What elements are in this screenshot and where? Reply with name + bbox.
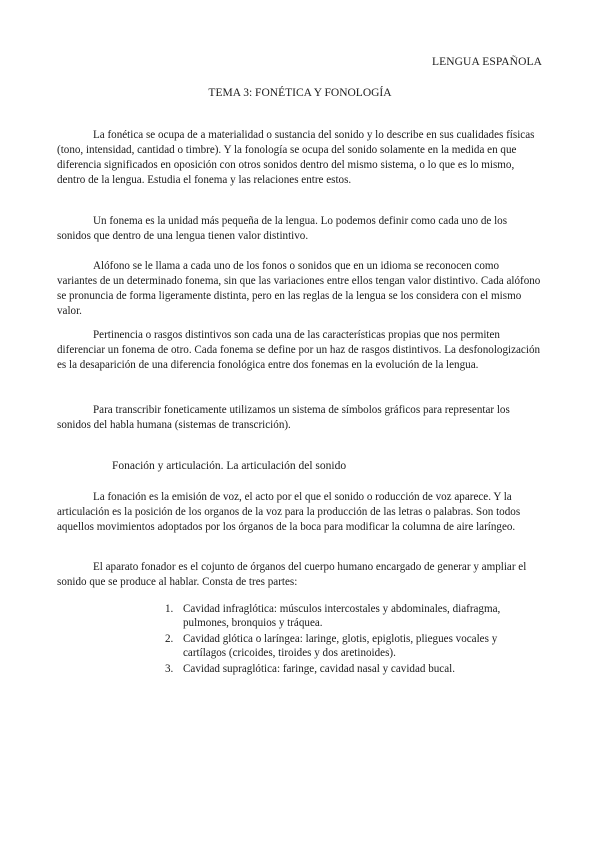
paragraph-text: Para transcribir foneticamente utilizamos un sistema de símbolos gráficos para representar los sonidos del habla humana (sistemas de transcrición). — [57, 404, 510, 431]
paragraph-text: El aparato fonador es el cojunto de órganos del cuerpo humano encargado de generar y ampliar el sonido que se produce al hablar. Consta de tres partes: — [57, 561, 527, 588]
list-item-text: Cavidad glótica o laríngea: laringe, glotis, epiglotis, pliegues vocales y cartílagos (cricoides, tiroides y dos aretinoides). — [183, 633, 498, 659]
document-title: TEMA 3: FONÉTICA Y FONOLOGÍA — [208, 87, 392, 99]
list-number: 2. — [165, 633, 174, 645]
paragraph-text: Un fonema es la unidad más pequeña de la lengua. Lo podemos definir como cada uno de los sonidos que dentro de una lengua tienen valor distintivo. — [57, 215, 508, 242]
paragraph-aparato-fonador — [57, 560, 541, 590]
list-item — [165, 632, 535, 660]
paragraph-text: Pertinencia o rasgos distintivos son cada una de las características propias que nos permiten diferenciar un fonema de otro. Cada fonema se define por un haz de rasgos distintivos. La desfonologización es la desaparición de una diferencia fonológica entre dos fonemas en la evolución de la lengua. — [57, 329, 541, 371]
paragraph-fonetica — [57, 128, 541, 188]
paragraph-fonema — [57, 214, 541, 244]
section-heading: Fonación y articulación. La articulación del sonido — [112, 460, 347, 472]
paragraph-fonacion — [57, 490, 541, 535]
paragraph-transcripcion — [57, 403, 541, 433]
list-number: 3. — [165, 663, 174, 675]
cavidades-list — [165, 602, 535, 678]
list-item — [165, 662, 535, 676]
paragraph-text: La fonética se ocupa de a materialidad o sustancia del sonido y lo describe en sus cualidades físicas (tono, intensidad, cantidad o timbre). Y la fonología se ocupa del sonido solamente en la medida en que diferencia significados en oposición con otros sonidos dentro del mismo sistema, o lo que es lo mismo, dentro de la lengua. Estudia el fonema y las relaciones entre estos. — [57, 129, 535, 186]
paragraph-pertinencia — [57, 328, 541, 373]
list-item — [165, 602, 535, 630]
paragraph-alofono — [57, 259, 541, 319]
paragraph-text: Alófono se le llama a cada uno de los fonos o sonidos que en un idioma se reconocen como variantes de un determinado fonema, sin que las variaciones entre ellos tengan valor distintivo. Cada alófono se pronuncia de forma ligeramente distinta, pero en las reglas de la lengua se los considera con el mismo valor. — [57, 260, 541, 317]
subject-header: LENGUA ESPAÑOLA — [431, 56, 542, 68]
list-item-text: Cavidad infraglótica: músculos intercostales y abdominales, diafragma, pulmones, bronquios y tráquea. — [183, 603, 501, 629]
paragraph-text: La fonación es la emisión de voz, el acto por el que el sonido o roducción de voz aparece. Y la articulación es la posición de los organos de la voz para la producción de las letras o palabras. Son todos aquellos movimientos adoptados por los órganos de la boca para modificar la columna de aire laríngeo. — [57, 491, 521, 533]
list-item-text: Cavidad supraglótica: faringe, cavidad nasal y cavidad bucal. — [183, 663, 455, 675]
list-number: 1. — [165, 603, 174, 615]
